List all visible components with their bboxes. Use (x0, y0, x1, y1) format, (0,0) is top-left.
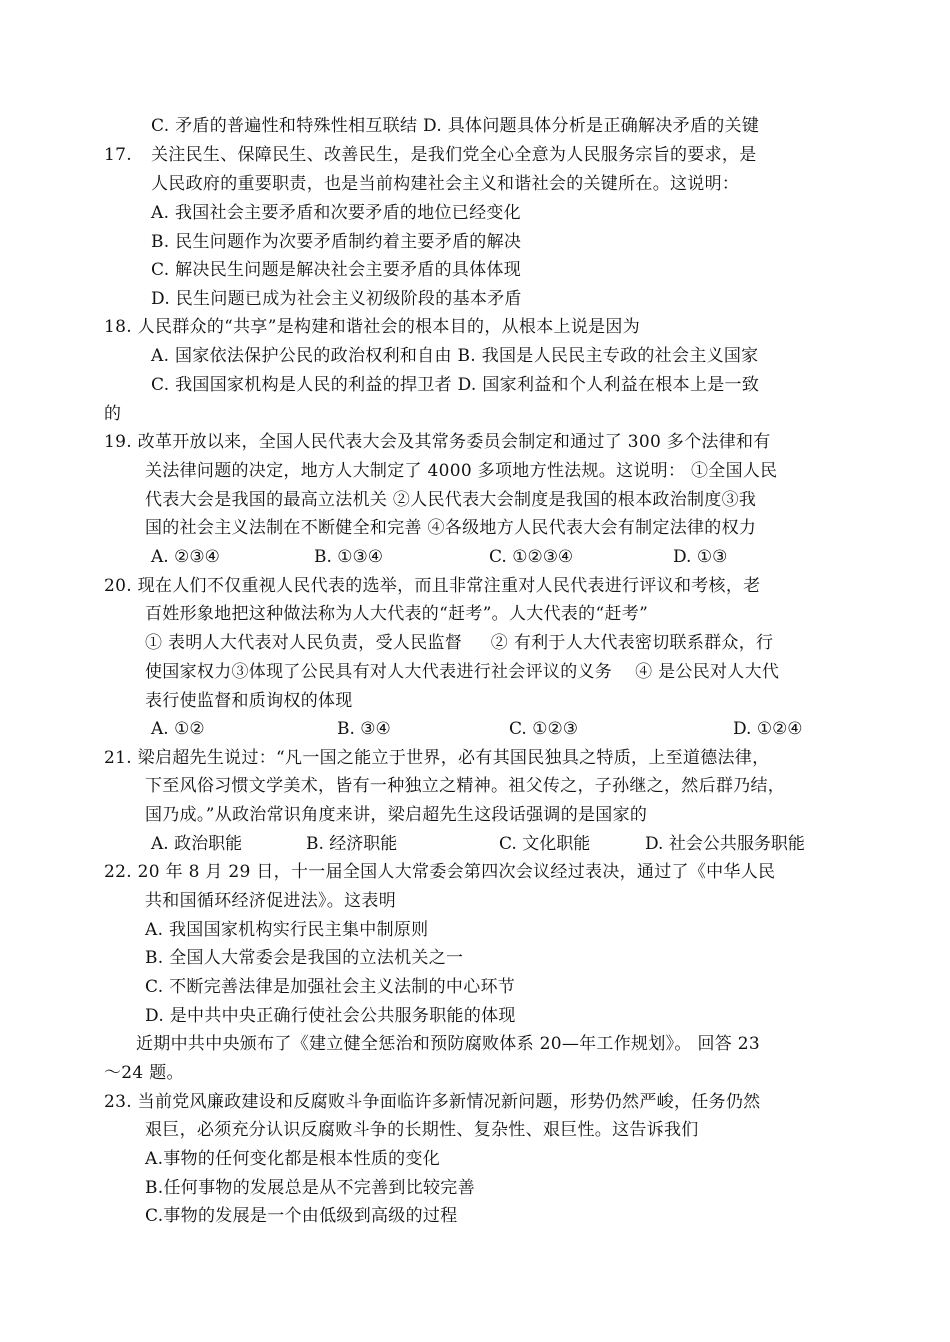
q19-option-c: C. ①②③④ (489, 547, 574, 567)
q22-option-a: A. 我国国家机构实行民主集中制原则 (145, 920, 429, 940)
q22-option-c: C. 不断完善法律是加强社会主义法制的中心环节 (145, 977, 516, 997)
q19-stem-3: 代表大会是我国的最高立法机关 ②人民代表大会制度是我国的根本政治制度③我 (145, 490, 757, 510)
q19-option-d: D. ①③ (673, 547, 728, 567)
q19-option-a: A. ②③④ (151, 547, 220, 567)
q23-option-c: C.事物的发展是一个由低级到高级的过程 (145, 1206, 458, 1226)
q21-option-c: C. 文化职能 (499, 834, 591, 854)
q19-stem-1: 19. 改革开放以来，全国人民代表大会及其常务委员会制定和通过了 300 多个法律和有 (104, 432, 771, 452)
q20-option-c: C. ①②③ (509, 719, 578, 739)
q22-option-b: B. 全国人大常委会是我国的立法机关之一 (145, 948, 464, 968)
q19-stem-2: 关法律问题的决定，地方人大制定了 4000 多项地方性法规。这说明： ①全国人民 (145, 461, 778, 481)
q20-stem-5: 表行使监督和质询权的体现 (145, 691, 353, 711)
q23-stem-1: 23. 当前党风廉政建设和反腐败斗争面临许多新情况新问题，形势仍然严峻，任务仍然 (104, 1092, 761, 1112)
q17-option-d: D. 民生问题已成为社会主义初级阶段的基本矛盾 (151, 289, 522, 309)
q17-option-b: B. 民生问题作为次要矛盾制约着主要矛盾的解决 (151, 232, 522, 252)
q23-stem-2: 艰巨，必须充分认识反腐败斗争的长期性、复杂性、艰巨性。这告诉我们 (145, 1120, 699, 1140)
q17-option-c: C. 解决民生问题是解决社会主要矛盾的具体体现 (151, 260, 522, 280)
q22-stem-1: 22. 20 年 8 月 29 日，十一届全国人大常委会第四次会议经过表决，通过了《中华人民 (104, 862, 776, 882)
q21-stem-1: 21. 梁启超先生说过：“凡一国之能立于世界，必有其国民独具之特质，上至道德法律， (104, 748, 770, 768)
q18-options-ab: A. 国家依法保护公民的政治权利和自由 B. 我国是人民民主专政的社会主义国家 (151, 346, 759, 366)
q19-stem-4: 国的社会主义法制在不断健全和完善 ④各级地方人民代表大会有制定法律的权力 (145, 518, 757, 538)
q22-stem-2: 共和国循环经济促进法》。这表明 (145, 891, 396, 911)
q17-option-a: A. 我国社会主要矛盾和次要矛盾的地位已经变化 (151, 203, 521, 223)
q17-stem-2: 人民政府的重要职责，也是当前构建社会主义和谐社会的关键所在。这说明： (151, 174, 740, 194)
q20-option-d: D. ①②④ (733, 719, 803, 739)
q23-option-a: A.事物的任何变化都是根本性质的变化 (145, 1149, 441, 1169)
q20-stem-4: 使国家权力③体现了公民具有对人大代表进行社会评议的义务 ④ 是公民对人大代 (145, 662, 780, 682)
q21-option-a: A. 政治职能 (151, 834, 243, 854)
q21-option-d: D. 社会公共服务职能 (645, 834, 805, 854)
q18-stem: 18. 人民群众的“共享”是构建和谐社会的根本目的，从根本上说是因为 (104, 317, 641, 337)
q20-option-b: B. ③④ (337, 719, 391, 739)
q17-stem-1: 关注民生、保障民生、改善民生，是我们党全心全意为人民服务宗旨的要求，是 (151, 145, 757, 165)
q20-stem-3: ① 表明人大代表对人民负责，受人民监督 ② 有利于人大代表密切联系群众，行 (145, 633, 774, 653)
q20-stem-2: 百姓形象地把这种做法称为人大代表的“赶考”。人大代表的“赶考” (145, 604, 649, 624)
q20-option-a: A. ①② (151, 719, 205, 739)
q21-stem-3: 国乃成。”从政治常识角度来讲，梁启超先生这段话强调的是国家的 (145, 805, 648, 825)
q20-stem-1: 20. 现在人们不仅重视人民代表的选举，而且非常注重对人民代表进行评议和考核，老 (104, 576, 761, 596)
q17-number: 17. (104, 145, 132, 165)
q18-options-cd: C. 我国国家机构是人民的利益的捍卫者 D. 国家利益和个人利益在根本上是一致 (151, 375, 760, 395)
q18-tail: 的 (104, 404, 122, 424)
q21-option-b: B. 经济职能 (306, 834, 398, 854)
q16-options-cd: C. 矛盾的普遍性和特殊性相互联结 D. 具体问题具体分析是正确解决矛盾的关键 (151, 116, 760, 136)
q23-24-intro-2: ～24 题。 (104, 1063, 184, 1083)
q22-option-d: D. 是中共中央正确行使社会公共服务职能的体现 (145, 1006, 516, 1026)
q23-24-intro-1: 近期中共中央颁布了《建立健全惩治和预防腐败体系 20—年工作规划》。 回答 23 (136, 1034, 760, 1054)
q21-stem-2: 下至风俗习惯文学美术，皆有一种独立之精神。祖父传之，子孙继之，然后群乃结， (145, 776, 786, 796)
q23-option-b: B.任何事物的发展总是从不完善到比较完善 (145, 1178, 475, 1198)
q19-option-b: B. ①③④ (314, 547, 384, 567)
